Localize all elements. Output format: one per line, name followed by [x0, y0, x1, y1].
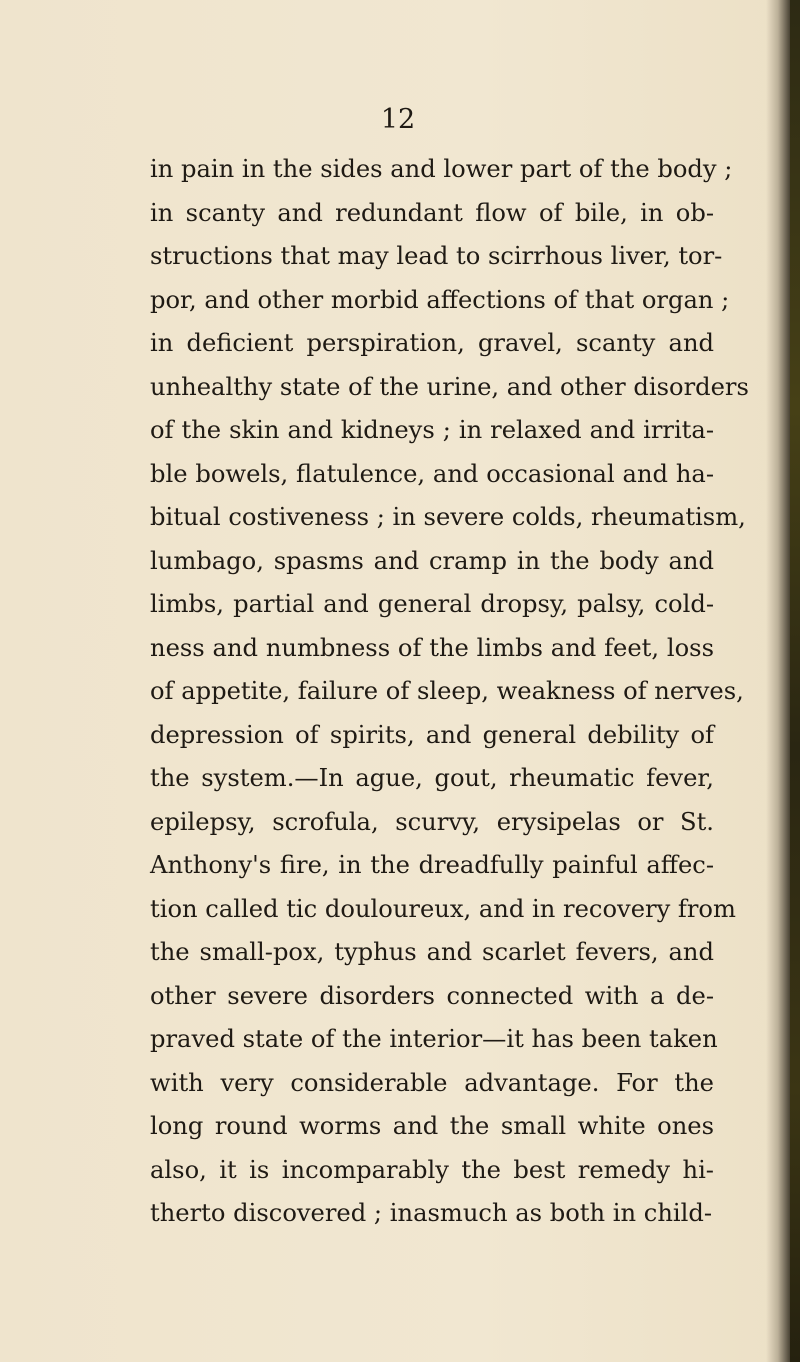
- text-line: por, and other morbid affections of that organ ;: [150, 285, 730, 314]
- text-line: the system.—In ague, gout, rheumatic fever,: [150, 764, 714, 792]
- body-text: [150, 148, 749, 1236]
- text-line: other severe disorders connected with a de-: [150, 981, 714, 1010]
- text-line: structions that may lead to scirrhous liver, tor-: [150, 242, 723, 270]
- text-line: in pain in the sides and lower part of the body ;: [150, 155, 733, 183]
- text-line: also, it is incomparably the best remedy hi-: [150, 1155, 714, 1184]
- text-line: long round worms and the small white ones: [150, 1112, 714, 1140]
- text-line: ness and numbness of the limbs and feet, loss: [150, 633, 714, 662]
- text-line: the small-pox, typhus and scarlet fevers, and: [150, 938, 714, 966]
- text-line: in deficient perspiration, gravel, scanty and: [150, 329, 714, 357]
- text-line: praved state of the interior—it has been taken: [150, 1025, 718, 1053]
- text-line: depression of spirits, and general debility of: [150, 720, 714, 749]
- text-line: of the skin and kidneys ; in relaxed and irrita-: [150, 416, 714, 444]
- text-line: therto discovered ; inasmuch as both in child-: [150, 1199, 713, 1227]
- text-line: lumbago, spasms and cramp in the body and: [150, 546, 714, 575]
- text-line: epilepsy, scrofula, scurvy, erysipelas or St.: [150, 807, 714, 836]
- text-line: of appetite, failure of sleep, weakness of nerves,: [150, 677, 744, 705]
- text-line: tion called tic douloureux, and in recovery from: [150, 894, 736, 923]
- text-line: unhealthy state of the urine, and other disorders: [150, 372, 749, 401]
- text-line: with very considerable advantage. For the: [150, 1068, 714, 1097]
- page-edge: [790, 0, 800, 1362]
- text-line: bitual costiveness ; in severe colds, rheumatism,: [150, 503, 746, 531]
- page-number: 12: [380, 104, 416, 135]
- text-line: in scanty and redundant flow of bile, in ob-: [150, 198, 714, 227]
- text-line: Anthony's fire, in the dreadfully painful affec-: [150, 851, 714, 879]
- text-line: ble bowels, flatulence, and occasional and ha-: [150, 459, 714, 488]
- text-line: limbs, partial and general dropsy, palsy, cold-: [150, 590, 714, 618]
